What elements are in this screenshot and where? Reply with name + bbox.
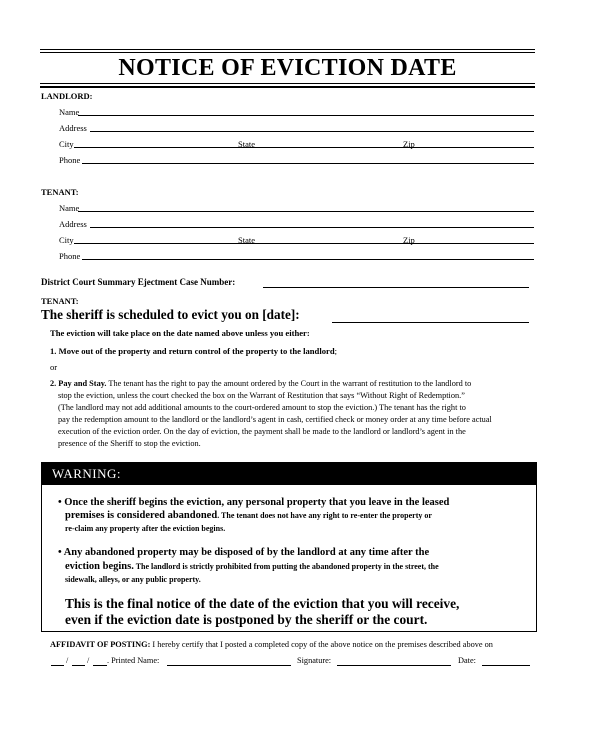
landlord-phone-label: Phone — [59, 155, 81, 165]
affidavit-year-field[interactable] — [93, 665, 107, 666]
final-notice-line-1: This is the final notice of the date of the eviction that you will receive, — [65, 596, 460, 611]
warning-heading: WARNING: — [42, 463, 536, 485]
or-text: or — [50, 362, 58, 372]
sheriff-date-label: The sheriff is scheduled to evict you on [date]: — [41, 307, 300, 322]
printed-name-label: . Printed Name: — [107, 656, 160, 665]
landlord-name-field[interactable] — [78, 115, 534, 116]
title-top-rule-2 — [40, 52, 535, 53]
option-pay-line-1: The tenant has the right to pay the amount ordered by the Court in the warrant of restitution to the landlord to — [108, 379, 472, 388]
sheriff-date-field[interactable] — [332, 322, 529, 323]
landlord-address-field[interactable] — [90, 131, 534, 132]
landlord-name-label: Name — [59, 107, 80, 117]
landlord-heading: LANDLORD: — [41, 91, 93, 101]
case-number-label: District Court Summary Ejectment Case Number: — [41, 277, 236, 287]
warning-bullet-2-line-3: sidewalk, alleys, or any public property. — [65, 575, 201, 584]
final-notice — [65, 596, 525, 628]
option-pay-line-5: execution of the eviction order. On the day of eviction, the payment shall be made to the landlord or landlord’s agent in the — [58, 427, 466, 436]
tenant-state-label: State — [238, 235, 255, 245]
warning-bullet-1-line-2 — [65, 509, 432, 522]
warning-reenter-text: . The tenant does not have any right to re-enter the property or — [217, 511, 432, 520]
tenant-phone-field[interactable] — [82, 259, 534, 260]
warning-prohibited-text: The landlord is strictly prohibited from putting the abandoned property in the street, the — [133, 562, 439, 571]
affidavit-month-field[interactable] — [51, 665, 64, 666]
warning-eviction-begins: eviction begins. — [65, 561, 134, 572]
tenant-heading-2: TENANT: — [41, 296, 79, 306]
date-label: Date: — [458, 656, 476, 665]
option-move-out-end: ; — [334, 346, 337, 356]
landlord-city-label: City — [59, 139, 74, 149]
option-pay-line-2: stop the eviction, unless the court checked the box on the Warrant of Restitution that says “Without Right of Redemption.” — [58, 391, 465, 400]
landlord-state-label: State — [238, 139, 255, 149]
signature-field[interactable] — [337, 665, 451, 666]
option-pay-label: 2. Pay and Stay. — [50, 379, 107, 388]
page-title: NOTICE OF EVICTION DATE — [118, 55, 457, 81]
printed-name-field[interactable] — [167, 665, 291, 666]
affidavit-text — [50, 640, 493, 649]
landlord-city-state-zip-field[interactable] — [74, 147, 534, 148]
landlord-zip-label: Zip — [403, 139, 415, 149]
warning-bullet-1-line-1: • Once the sheriff begins the eviction, any personal property that you leave in the leased — [58, 497, 450, 508]
tenant-zip-label: Zip — [403, 235, 415, 245]
tenant-name-field[interactable] — [78, 211, 534, 212]
final-notice-line-2: even if the eviction date is postponed by the sheriff or the court. — [65, 612, 428, 627]
title-top-rule — [40, 49, 535, 50]
affidavit-date-sep-2: / — [87, 656, 90, 665]
option-move-out — [50, 346, 337, 356]
tenant-heading: TENANT: — [41, 187, 79, 197]
option-pay-line-4: pay the redemption amount to the landlord or the landlord’s agent in cash, certified check or money order at any time before actual — [58, 415, 492, 424]
affidavit-day-field[interactable] — [72, 665, 85, 666]
affidavit-date-sep-1: / — [66, 656, 69, 665]
warning-bullet-2-line-2 — [65, 560, 439, 573]
tenant-phone-label: Phone — [59, 251, 81, 261]
landlord-address-label: Address — [59, 123, 87, 133]
tenant-address-field[interactable] — [90, 227, 534, 228]
landlord-phone-field[interactable] — [82, 163, 534, 164]
affidavit-body: I hereby certify that I posted a completed copy of the above notice on the premises described above on — [150, 640, 493, 649]
warning-bullet-2-line-1: • Any abandoned property may be disposed of by the landlord at any time after the — [58, 547, 430, 558]
tenant-name-label: Name — [59, 203, 80, 213]
option-pay-line-6: presence of the Sheriff to stop the eviction. — [58, 439, 201, 448]
tenant-city-label: City — [59, 235, 74, 245]
option-pay-and-stay — [50, 378, 471, 390]
warning-abandoned-text: premises is considered abandoned — [65, 510, 218, 521]
signature-label: Signature: — [297, 656, 332, 665]
affidavit-label: AFFIDAVIT OF POSTING: — [50, 640, 151, 649]
option-move-out-text: 1. Move out of the property and return control of the property to the landlord — [50, 346, 335, 356]
tenant-city-state-zip-field[interactable] — [74, 243, 534, 244]
case-number-field[interactable] — [263, 287, 529, 288]
title-bottom-rule-2 — [40, 86, 535, 88]
warning-bullet-1-line-3: re-claim any property after the eviction begins. — [65, 524, 226, 533]
option-pay-line-3: (The landlord may not add additional amounts to the court-ordered amount to stop the eviction.) The tenant has the right to — [58, 403, 466, 412]
date-field[interactable] — [482, 665, 530, 666]
title-bottom-rule — [40, 83, 535, 84]
eviction-intro: The eviction will take place on the date named above unless you either: — [50, 328, 310, 338]
tenant-address-label: Address — [59, 219, 87, 229]
